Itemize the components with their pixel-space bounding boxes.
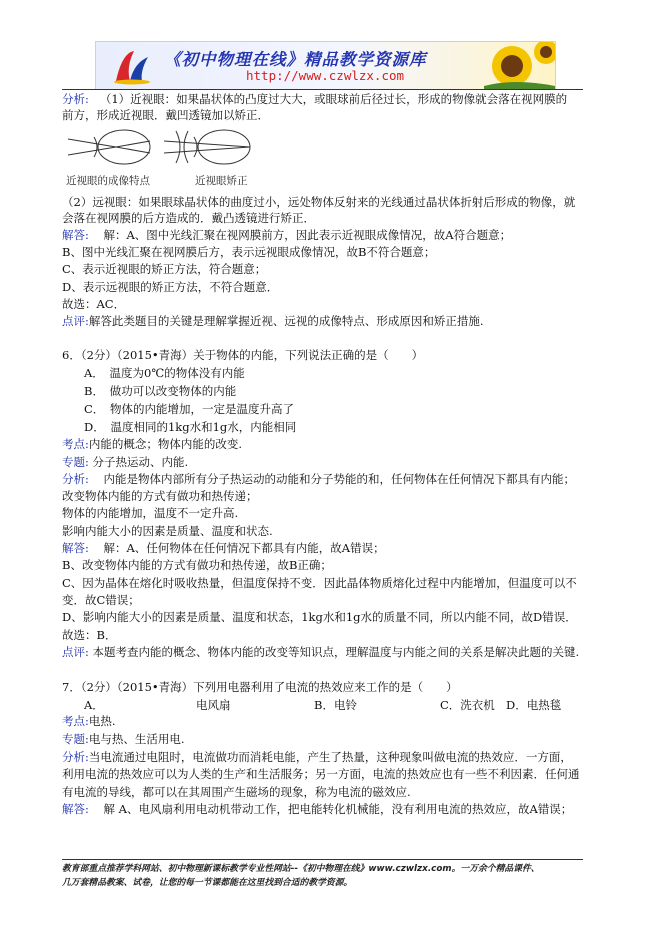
q5-answer-line-1: 解答: 解：A、图中光线汇聚在视网膜前方，因此表示近视眼成像情况，故A符合题意；: [62, 228, 512, 242]
footer-rule: [62, 859, 583, 860]
myopia-caption: 近视眼的成像特点: [66, 175, 150, 187]
q6-analysis-label: 分析:: [62, 472, 89, 486]
myopia-correction-figure: [164, 130, 250, 164]
q7-option-d: D．电热毯: [506, 698, 562, 712]
q7-analysis-line-2: 利用电流的热效应可以为人类的生产和生活服务；另一方面，电流的热效应也有一些不利因素．任何通: [62, 767, 580, 781]
header-banner: [95, 41, 556, 90]
q7-stem: 7．（2分）（2015•青海）下列用电器利用了电流的热效应来工作的是（ ）: [62, 680, 458, 694]
sunflower-image: [484, 42, 555, 89]
header-rule: [62, 89, 583, 90]
q6-option-d: D． 温度相同的1kg水和1g水，内能相同: [84, 420, 297, 434]
q6-answer-line-2: B、改变物体内能的方式有做功和热传递，故B正确；: [62, 558, 332, 572]
q6-zhuanti: 专题: 分子热运动、内能.: [62, 455, 189, 469]
eye-diagram: [64, 127, 274, 175]
q6-kaodian-label: 考点:: [62, 437, 89, 451]
q6-answer-line-5: D、影响内能大小的因素是质量、温度和状态，1kg水和1g水的质量不同，所以内能不同，故D错误．: [62, 610, 577, 624]
q6-analysis-line-3: 物体的内能增加，温度不一定升高.: [62, 506, 239, 520]
q7-answer-label: 解答:: [62, 802, 89, 816]
q6-answer-line-4: 变．故C错误；: [62, 593, 140, 607]
q5-analysis-line-3: （2）远视眼：如果眼球晶状体的曲度过小，远处物体反射来的光线通过晶状体折射后形成的物像，就: [62, 195, 576, 209]
q7-option-c: C．洗衣机: [440, 698, 495, 712]
q7-answer-line-1: 解答: 解 A、电风扇利用电动机带动工作，把电能转化机械能，没有利用电流的热效应，故A错误；: [62, 802, 573, 816]
q7-analysis-label: 分析:: [62, 750, 89, 764]
q7-analysis-line-3: 有电流的导线，都可以在其周围产生磁场的现象，称为电流的磁效应.: [62, 785, 411, 799]
q5-answer-label: 解答:: [62, 228, 89, 242]
q6-kaodian: 考点:内能的概念；物体内能的改变.: [62, 437, 243, 451]
q5-answer-line-3: C、表示近视眼的矫正方法，符合题意；: [62, 262, 267, 276]
q5-answer-line-2: B、图中光线汇聚在视网膜后方，表示远视眼成像情况，故B不符合题意；: [62, 245, 436, 259]
q5-analysis-label: 分析:: [62, 92, 89, 106]
q7-zhuanti-label: 专题:: [62, 732, 89, 746]
q6-zhuanti-label: 专题:: [62, 455, 89, 469]
q6-answer-line-6: 故选：B．: [62, 628, 117, 642]
q7-option-b: B．电铃: [314, 698, 357, 712]
q5-analysis-line-1: 分析: （1）近视眼：如果晶状体的凸度过大大，或眼球前后径过长，形成的物像就会落在视网膜的: [62, 92, 568, 106]
q6-analysis-line-4: 影响内能大小的因素是质量、温度和状态.: [62, 524, 273, 538]
correction-caption: 近视眼矫正: [195, 175, 248, 187]
q7-analysis-line-1: 分析:当电流通过电阻时，电流做功而消耗电能，产生了热量，这种现象叫做电流的热效应．一方面，: [62, 750, 572, 764]
q5-answer-line-5: 故选：AC．: [62, 297, 126, 311]
myopia-eye-figure: [68, 130, 150, 164]
q6-option-c: C． 物体的内能增加，一定是温度升高了: [84, 402, 295, 416]
site-logo: [112, 47, 152, 85]
q5-comment: 点评:解答此类题目的关键是理解掌握近视、远视的成像特点、形成原因和矫正措施.: [62, 314, 484, 328]
q7-kaodian-label: 考点:: [62, 714, 89, 728]
q6-answer-label: 解答:: [62, 541, 89, 555]
banner-url[interactable]: http://www.czwlzx.com: [246, 68, 405, 83]
footer-line-1: 教育部重点推荐学科网站、初中物理新课标教学专业性网站--《初中物理在线》www.czwlzx.com。一万余个精品课件、: [62, 864, 540, 874]
q7-kaodian: 考点:电热.: [62, 714, 116, 728]
q6-analysis-line-1: 分析: 内能是物体内部所有分子热运动的动能和分子势能的和，任何物体在任何情况下都具有内能；: [62, 472, 575, 486]
q6-option-a: A． 温度为0℃的物体没有内能: [84, 366, 245, 380]
footer-line-2: 几万套精品教案、试卷，让您的每一节课都能在这里找到合适的教学资源。: [62, 878, 353, 888]
q7-zhuanti: 专题:电与热、生活用电.: [62, 732, 185, 746]
q5-analysis-line-2: 前方，形成近视眼．戴凹透镜加以矫正．: [62, 108, 269, 122]
q6-comment-label: 点评:: [62, 645, 89, 659]
q6-answer-line-1: 解答: 解：A、任何物体在任何情况下都具有内能，故A错误；: [62, 541, 385, 555]
q5-comment-label: 点评:: [62, 314, 89, 328]
q6-option-b: B． 做功可以改变物体的内能: [84, 384, 237, 398]
q5-answer-line-4: D、表示远视眼的矫正方法，不符合题意．: [62, 280, 279, 294]
q7-option-a: A．: [84, 698, 104, 712]
q6-answer-line-3: C、因为晶体在熔化时吸收热量，但温度保持不变．因此晶体物质熔化过程中内能增加，但温度可以不: [62, 576, 577, 590]
q6-analysis-line-2: 改变物体内能的方式有做功和热传递；: [62, 489, 258, 503]
banner-title: 《初中物理在线》精品教学资源库: [164, 50, 427, 69]
q5-analysis-line-4: 会落在视网膜的后方造成的．戴凸透镜进行矫正．: [62, 211, 315, 225]
q6-stem: 6．（2分）（2015•青海）关于物体的内能，下列说法正确的是（ ）: [62, 348, 424, 362]
q7-option-a-text: 电风扇: [196, 698, 231, 712]
q6-comment: 点评: 本题考查内能的概念、物体内能的改变等知识点，理解温度与内能之间的关系是解决此题的关键.: [62, 645, 580, 659]
